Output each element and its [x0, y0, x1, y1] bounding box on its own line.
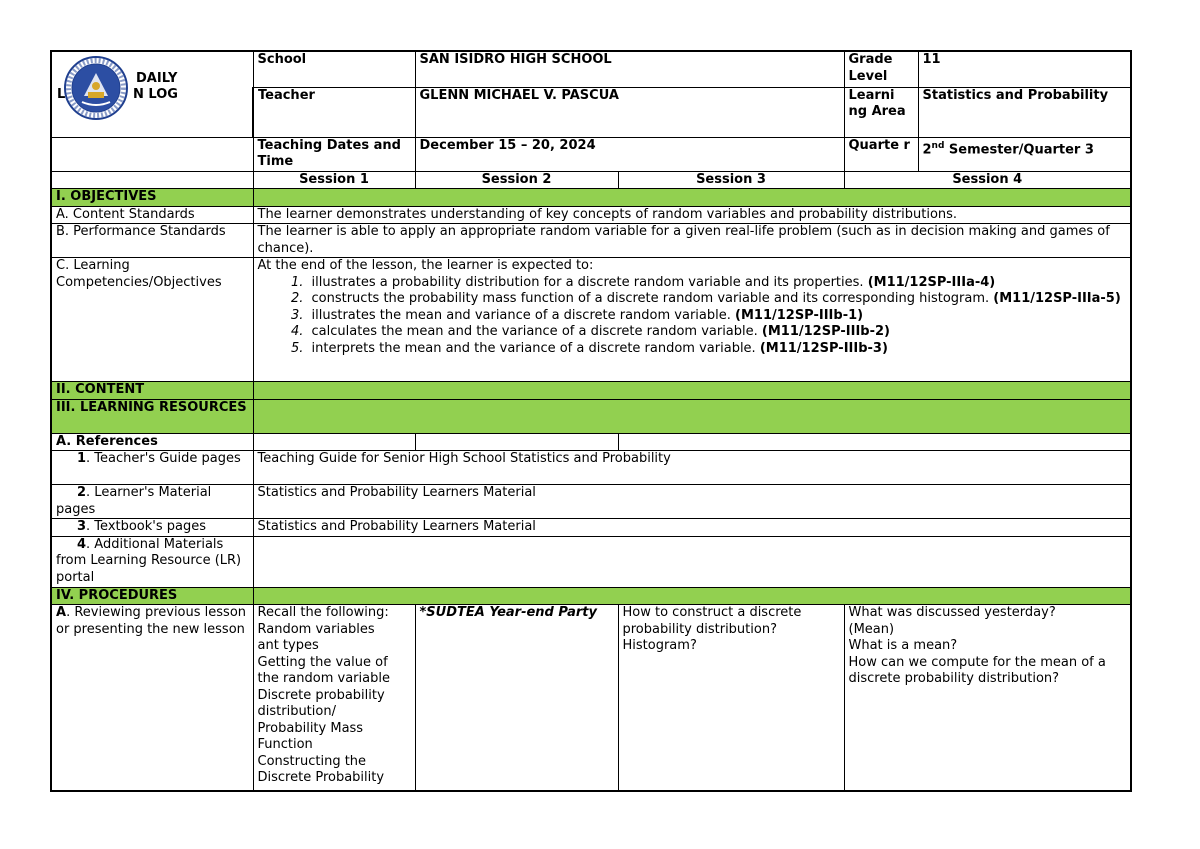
competency-code: (M11/12SP-IIIb-3) [759, 340, 888, 356]
learning-competencies-label: C. Learning Competencies/Objectives [51, 258, 253, 382]
content-heading: II. CONTENT [51, 382, 253, 400]
competency-code: (M11/12SP-IIIa-5) [993, 291, 1121, 306]
header-row-school [51, 51, 1131, 87]
procedure-a-label [51, 605, 253, 791]
session-4-header: Session 4 [844, 171, 1131, 189]
header-row-dates [51, 137, 1131, 171]
deped-seal-icon [64, 56, 128, 120]
empty-cell [253, 433, 415, 451]
quarter-label: Quarte r [844, 137, 918, 171]
additional-materials-value [253, 536, 1131, 587]
competency-item [308, 308, 1127, 325]
sessions-row [51, 171, 1131, 189]
learning-competencies-cell [253, 258, 1131, 382]
session-3-header: Session 3 [618, 171, 844, 189]
textbook-pages-value: Statistics and Probability Learners Material [253, 519, 1131, 537]
resource-number: 3 [77, 519, 87, 534]
learning-area-value: Statistics and Probability [918, 87, 1131, 137]
procedure-label-text: . Reviewing previous lesson or presenting the new lesson [56, 605, 247, 637]
session-1-line: Discrete Probability [257, 770, 385, 785]
teachers-guide-value: Teaching Guide for Senior High School Statistics and Probability [253, 451, 1131, 485]
lesson-label-right: N LOG [133, 87, 178, 102]
teaching-dates-value: December 15 – 20, 2024 [415, 137, 844, 171]
competency-item [308, 275, 1127, 292]
performance-standards-label: B. Performance Standards [51, 224, 253, 258]
competency-code: (M11/12SP-IIIb-1) [735, 307, 864, 323]
procedure-letter: A [56, 605, 67, 620]
competency-item [308, 324, 1127, 341]
session-1-line: Function [257, 737, 313, 752]
teacher-value: GLENN MICHAEL V. PASCUA [415, 87, 844, 137]
teachers-guide-label [51, 451, 253, 485]
session-1-line: Getting the value of [257, 654, 388, 670]
competency-text: illustrates a probability distribution for a discrete random variable and its properties. [311, 274, 868, 290]
procedures-heading-row [51, 587, 1131, 605]
content-heading-row [51, 382, 1131, 400]
resource-number: 2 [77, 485, 87, 500]
grade-label: Grade Level [844, 51, 918, 87]
learners-material-label [51, 485, 253, 519]
empty-cell [51, 137, 253, 171]
resource-label: . Textbook's pages [86, 519, 207, 534]
resource-label: . Additional Materials from Learning Resource (LR) portal [56, 536, 242, 585]
content-standards-label: A. Content Standards [51, 206, 253, 224]
lesson-label-left: L [57, 87, 66, 102]
competency-item [308, 341, 1127, 358]
additional-materials-row [51, 536, 1131, 587]
session-2-header: Session 2 [415, 171, 618, 189]
session-1-line: the random variable [257, 671, 390, 686]
objectives-heading: I. OBJECTIVES [51, 189, 253, 207]
session-1-line: Discrete probability [257, 687, 385, 703]
learning-area-label: Learni ng Area [844, 87, 918, 137]
quarter-ordinal: 2 [922, 141, 932, 157]
procedure-a-session-2: *SUDTEA Year-end Party [415, 605, 618, 791]
procedure-a-row [51, 605, 1131, 791]
competency-item [308, 291, 1127, 308]
empty-cell [51, 171, 253, 189]
procedures-heading: IV. PROCEDURES [51, 587, 253, 605]
competency-text: illustrates the mean and variance of a discrete random variable. [311, 307, 736, 323]
empty-cell [415, 433, 618, 451]
learners-material-row [51, 485, 1131, 519]
resource-number: 1 [77, 451, 87, 466]
school-value: SAN ISIDRO HIGH SCHOOL [415, 51, 844, 87]
teachers-guide-row [51, 451, 1131, 485]
performance-standards-row [51, 224, 1131, 258]
learning-resources-heading-row [51, 399, 1131, 433]
empty-cell [618, 433, 1131, 451]
logo-cell [51, 51, 253, 137]
empty-cell [253, 382, 1131, 400]
learning-resources-heading: III. LEARNING RESOURCES [51, 399, 253, 433]
session-1-line: Recall the following: [257, 605, 389, 620]
session-4-line: How can we compute for the mean of a discrete probability distribution? [848, 654, 1106, 686]
textbook-pages-row [51, 519, 1131, 537]
empty-cell [253, 189, 1131, 207]
objectives-heading-row [51, 189, 1131, 207]
quarter-ordinal-suffix: nd [931, 140, 945, 151]
session-4-line: What was discussed yesterday? [848, 605, 1056, 620]
performance-standards-text: The learner is able to apply an appropriate random variable for a given real-life problem (such as in decision making and games of chance). [253, 224, 1131, 258]
empty-cell [253, 587, 1131, 605]
quarter-rest: Semester/Quarter 3 [944, 141, 1094, 157]
session-1-line: Constructing the [257, 753, 367, 769]
competency-code: (M11/12SP-IIIa-4) [867, 274, 996, 290]
content-standards-row [51, 206, 1131, 224]
procedure-a-session-1 [253, 605, 415, 791]
session-1-line: distribution/ [257, 704, 336, 719]
competencies-intro: At the end of the lesson, the learner is expected to: [257, 258, 594, 273]
resource-number: 4 [77, 536, 87, 552]
teaching-dates-label: Teaching Dates and Time [253, 137, 415, 171]
competency-text: constructs the probability mass function of a discrete random variable and its corresponding histogram. [311, 291, 994, 306]
teacher-label: Teacher [253, 87, 415, 137]
additional-materials-label [51, 536, 253, 587]
procedure-a-session-4 [844, 605, 1131, 791]
references-label: A. References [51, 433, 253, 451]
empty-cell [253, 399, 1131, 433]
competency-text: interprets the mean and the variance of a discrete random variable. [311, 340, 760, 356]
textbook-pages-label [51, 519, 253, 537]
competency-code: (M11/12SP-IIIb-2) [761, 324, 890, 339]
references-row [51, 433, 1131, 451]
resource-label: . Learner's Material pages [56, 485, 212, 517]
school-label: School [253, 51, 415, 87]
learning-competencies-row [51, 258, 1131, 382]
session-4-line: (Mean) [848, 621, 895, 637]
session-4-line: What is a mean? [848, 638, 958, 653]
procedure-a-session-3: How to construct a discrete probability distribution? Histogram? [618, 605, 844, 791]
content-standards-text: The learner demonstrates understanding of key concepts of random variables and probability distributions. [253, 206, 1131, 224]
resource-label: . Teacher's Guide pages [86, 451, 241, 466]
session-1-line: Random variables [257, 621, 375, 637]
competency-text: calculates the mean and the variance of a discrete random variable. [311, 324, 762, 339]
competencies-list [258, 275, 1127, 358]
quarter-value [918, 137, 1131, 171]
session-1-line: Probability Mass [257, 720, 364, 736]
daily-label: DAILY [136, 71, 178, 86]
session-1-line: ant types [257, 638, 319, 653]
session-1-header: Session 1 [253, 171, 415, 189]
learners-material-value: Statistics and Probability Learners Material [253, 485, 1131, 519]
daily-lesson-log-table [50, 50, 1132, 792]
grade-value: 11 [918, 51, 1131, 87]
